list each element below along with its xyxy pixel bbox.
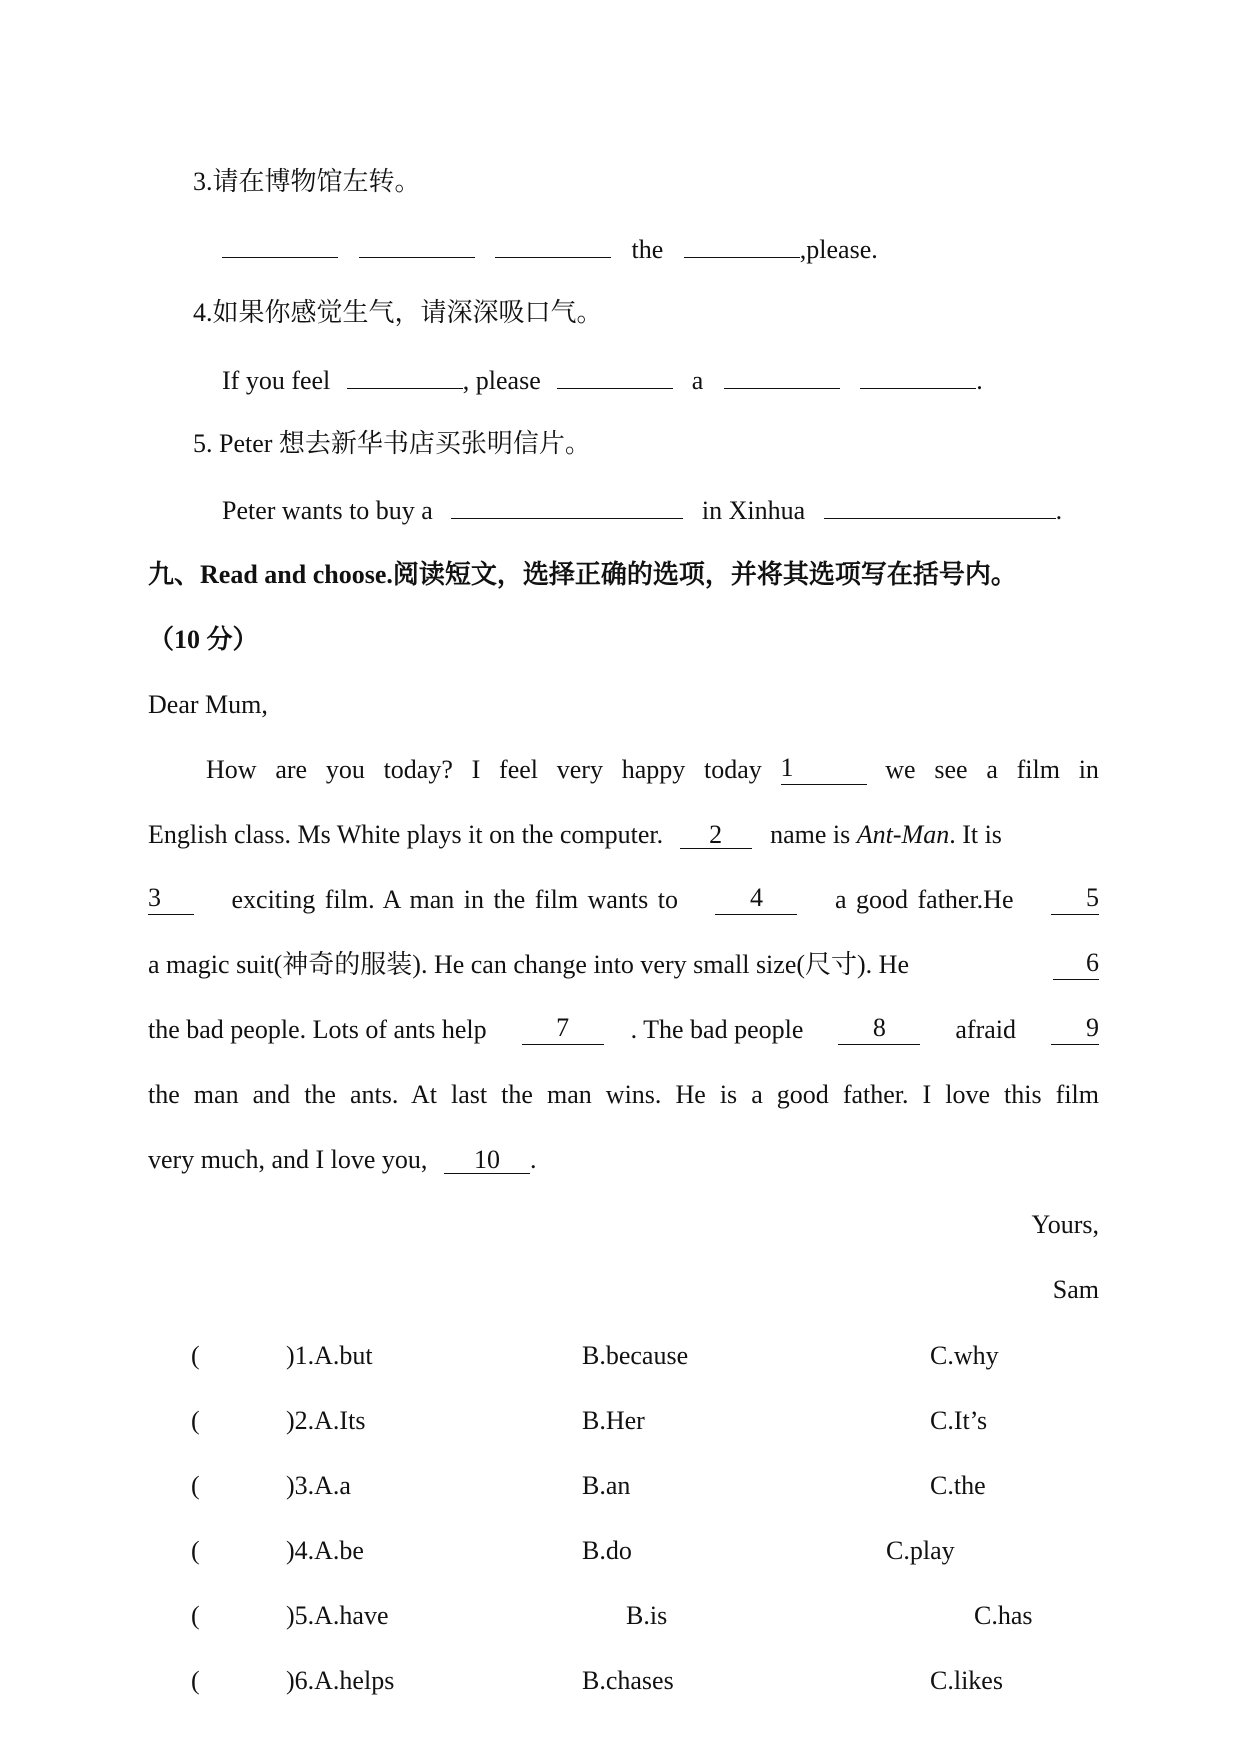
option-b: B.Her [582, 1406, 645, 1435]
letter-greeting: Dear Mum, [148, 690, 268, 719]
word: How [206, 755, 257, 784]
q4-text-a: If you feel [222, 366, 331, 395]
option-c: C.It’s [930, 1406, 988, 1435]
letter-line-1 [206, 755, 1099, 785]
word: a [986, 755, 998, 784]
letter-line-6: the man and the ants. At last the man wins. He is a good father. I love this film [148, 1080, 1099, 1109]
option-b: B.because [582, 1341, 689, 1370]
text: exciting film. A man in the film wants to [231, 885, 678, 914]
letter-line-5 [148, 1015, 1099, 1045]
option-b: B.an [582, 1471, 631, 1500]
option-b: B.is [626, 1601, 668, 1630]
film-title: Ant-Man [856, 820, 950, 849]
option-a: )1.A.but [286, 1341, 373, 1370]
answer-paren[interactable]: ( [191, 1341, 200, 1370]
text: English class. Ms White plays it on the computer. [148, 820, 664, 849]
word: happy [621, 755, 686, 784]
q5-text-b: in Xinhua [701, 496, 806, 525]
word: film [1016, 755, 1060, 784]
q4-blank-3[interactable] [724, 364, 840, 389]
word: today [704, 755, 762, 784]
letter-blank-1[interactable]: 1 [781, 755, 867, 785]
letter-blank-10[interactable]: 10 [444, 1147, 530, 1174]
word: in [1078, 755, 1099, 784]
q3-the: the [631, 235, 664, 264]
text: very much, and I love you, [148, 1145, 428, 1174]
option-b: B.do [582, 1536, 632, 1565]
letter-blank-3[interactable]: 3 [148, 885, 194, 915]
q4-text-c: a [691, 366, 704, 395]
option-c: C.has [974, 1601, 1033, 1630]
letter-blank-2[interactable]: 2 [680, 822, 752, 849]
word: you [325, 755, 365, 784]
q4-blank-4[interactable] [860, 364, 976, 389]
text: name is [770, 820, 851, 849]
q3-blank-1[interactable] [222, 233, 338, 258]
word: very [556, 755, 603, 784]
answer-paren[interactable]: ( [191, 1666, 200, 1695]
q3-chinese: 3.请在博物馆左转。 [193, 167, 421, 196]
q3-blank-2[interactable] [359, 233, 475, 258]
q4-text-b: , please [462, 366, 541, 395]
q3-end: ,please. [799, 235, 878, 264]
letter-closing: Yours, [1031, 1210, 1099, 1239]
option-c: C.likes [930, 1666, 1003, 1695]
word: see [934, 755, 968, 784]
text: . [529, 1145, 537, 1174]
q4-end: . [976, 366, 983, 395]
word: I [471, 755, 481, 784]
letter-blank-9[interactable]: 9 [1051, 1015, 1099, 1045]
option-a: )4.A.be [286, 1536, 364, 1565]
q5-english [222, 494, 1062, 526]
text: a magic suit(神奇的服装). He can change into very small size(尺寸). He [148, 950, 909, 979]
option-a: )6.A.helps [286, 1666, 395, 1695]
letter-blank-6[interactable]: 6 [1053, 950, 1099, 980]
q5-blank-2[interactable] [824, 494, 1056, 519]
letter-signature: Sam [1052, 1275, 1099, 1304]
q5-chinese: 5. Peter 想去新华书店买张明信片。 [193, 429, 591, 458]
option-a: )2.A.Its [286, 1406, 366, 1435]
q3-english [222, 233, 878, 265]
q3-blank-4[interactable] [684, 233, 800, 258]
letter-line-7 [148, 1145, 536, 1175]
text: a good father.He [834, 885, 1014, 914]
option-a: )3.A.a [286, 1471, 351, 1500]
answer-paren[interactable]: ( [191, 1471, 200, 1500]
text: . It is [949, 820, 1002, 849]
text: . The bad people [630, 1015, 804, 1044]
letter-blank-4[interactable]: 4 [715, 885, 797, 915]
option-b: B.chases [582, 1666, 674, 1695]
answer-paren[interactable]: ( [191, 1406, 200, 1435]
q4-blank-2[interactable] [557, 364, 673, 389]
letter-line-3 [148, 885, 1099, 915]
q4-blank-1[interactable] [347, 364, 463, 389]
q5-blank-1[interactable] [451, 494, 683, 519]
option-c: C.why [930, 1341, 999, 1370]
option-c: C.the [930, 1471, 986, 1500]
letter-blank-5[interactable]: 5 [1051, 885, 1099, 915]
letter-blank-7[interactable]: 7 [522, 1015, 604, 1045]
letter-line-4 [148, 950, 1099, 980]
letter-blank-8[interactable]: 8 [838, 1015, 920, 1045]
section-heading: 九、Read and choose.阅读短文，选择正确的选项，并将其选项写在括号内。 [148, 560, 1017, 589]
letter-line-2 [148, 820, 1002, 850]
option-a: )5.A.have [286, 1601, 389, 1630]
text: afraid [955, 1015, 1016, 1044]
q4-chinese: 4.如果你感觉生气，请深深吸口气。 [193, 298, 603, 327]
word: feel [499, 755, 539, 784]
q4-english [222, 364, 983, 396]
q5-end: . [1055, 496, 1063, 525]
word: today? [383, 755, 453, 784]
section-score: （10 分） [148, 625, 259, 654]
q3-blank-3[interactable] [495, 233, 611, 258]
answer-paren[interactable]: ( [191, 1601, 200, 1630]
option-c: C.play [886, 1536, 955, 1565]
text: the bad people. Lots of ants help [148, 1015, 487, 1044]
word: we [885, 755, 916, 784]
word: are [275, 755, 308, 784]
answer-paren[interactable]: ( [191, 1536, 200, 1565]
q5-text-a: Peter wants to buy a [222, 496, 433, 525]
